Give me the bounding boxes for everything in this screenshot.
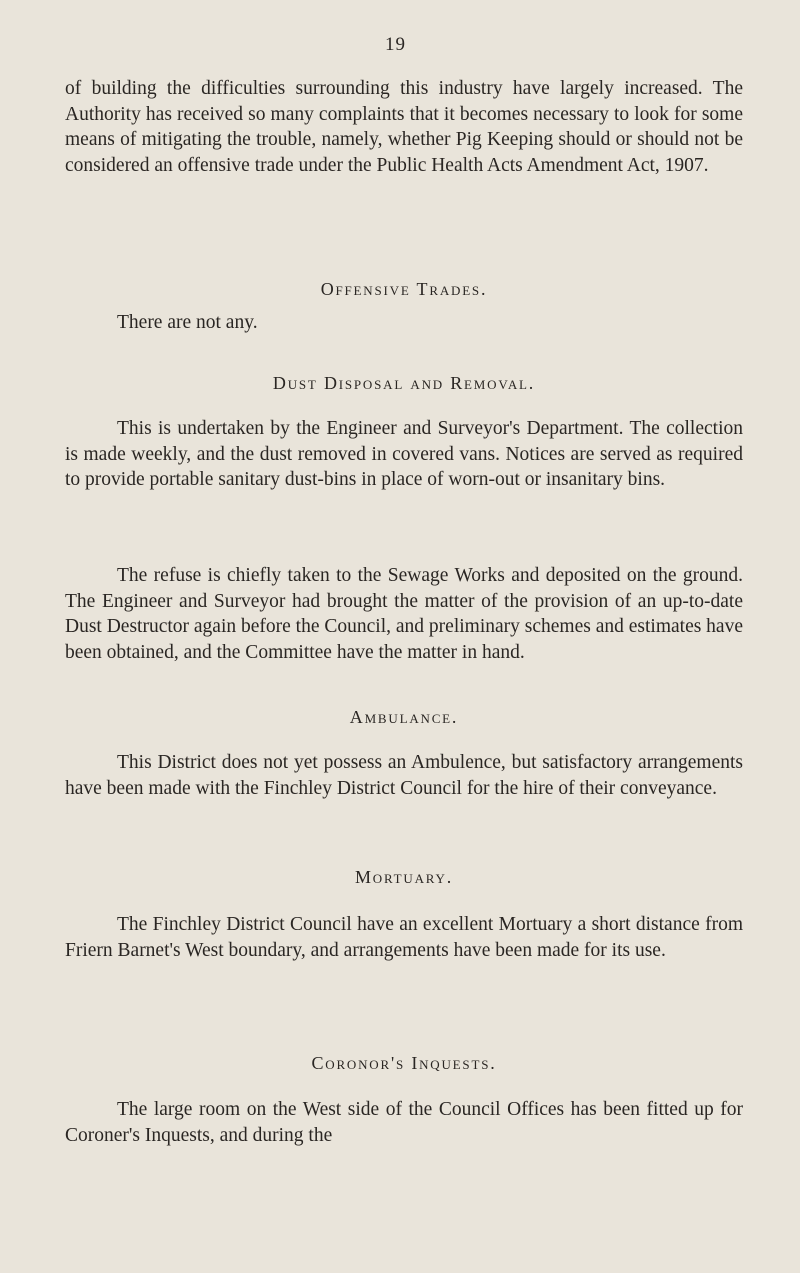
section-offensive-trades (65, 310, 743, 336)
section-coroners-inquests (65, 1097, 743, 1148)
opening-paragraph: of building the difficulties surrounding this industry have largely increased. The Authority has received so many complaints that it becomes necessary to look for some means of mitigating the trouble, namely, whether Pig Keeping should or should not be considered an offensive trade under the Public Health Acts Amendment Act, 1907. (65, 78, 743, 176)
paragraph-ambulance: This District does not yet possess an Ambulence, but satisfactory arrangements have been made with the Finchley District Council for the hire of their conveyance. (65, 752, 743, 799)
heading-offensive-trades: Offensive Trades. (320, 279, 488, 299)
paragraph-dust-disposal-1: This is undertaken by the Engineer and Surveyor's Department. The collection is made weekly, and the dust removed in covered vans. Notices are served as required to provide portable sanitary dust-bins in place of worn-out or insanitary bins. (65, 418, 743, 491)
heading-coroners-inquests: Coronor's Inquests. (311, 1053, 497, 1073)
section-dust-disposal-2 (65, 563, 743, 665)
page-number: 19 (385, 34, 406, 55)
paragraph-dust-disposal-2: The refuse is chiefly taken to the Sewage Works and deposited on the ground. The Engineer and Surveyor had brought the matter of the provision of an up-to-date Dust Destructor again before the Council, and preliminary schemes and estimates have been obtained, and the Committee have the matter in hand. (65, 565, 743, 663)
heading-mortuary: Mortuary. (354, 867, 454, 887)
paragraph-offensive-trades: There are not any. (117, 312, 258, 333)
paragraph-coroners-inquests: The large room on the West side of the Council Offices has been fitted up for Coroner's Inquests, and during the (65, 1099, 743, 1146)
opening-paragraph-block (65, 76, 743, 178)
heading-dust-disposal: Dust Disposal and Removal. (272, 373, 536, 393)
section-ambulance (65, 750, 743, 801)
paragraph-mortuary: The Finchley District Council have an excellent Mortuary a short distance from Friern Barnet's West boundary, and arrangements have been made for its use. (65, 914, 743, 961)
section-dust-disposal-1 (65, 416, 743, 493)
heading-ambulance: Ambulance. (349, 707, 459, 727)
section-mortuary (65, 912, 743, 963)
